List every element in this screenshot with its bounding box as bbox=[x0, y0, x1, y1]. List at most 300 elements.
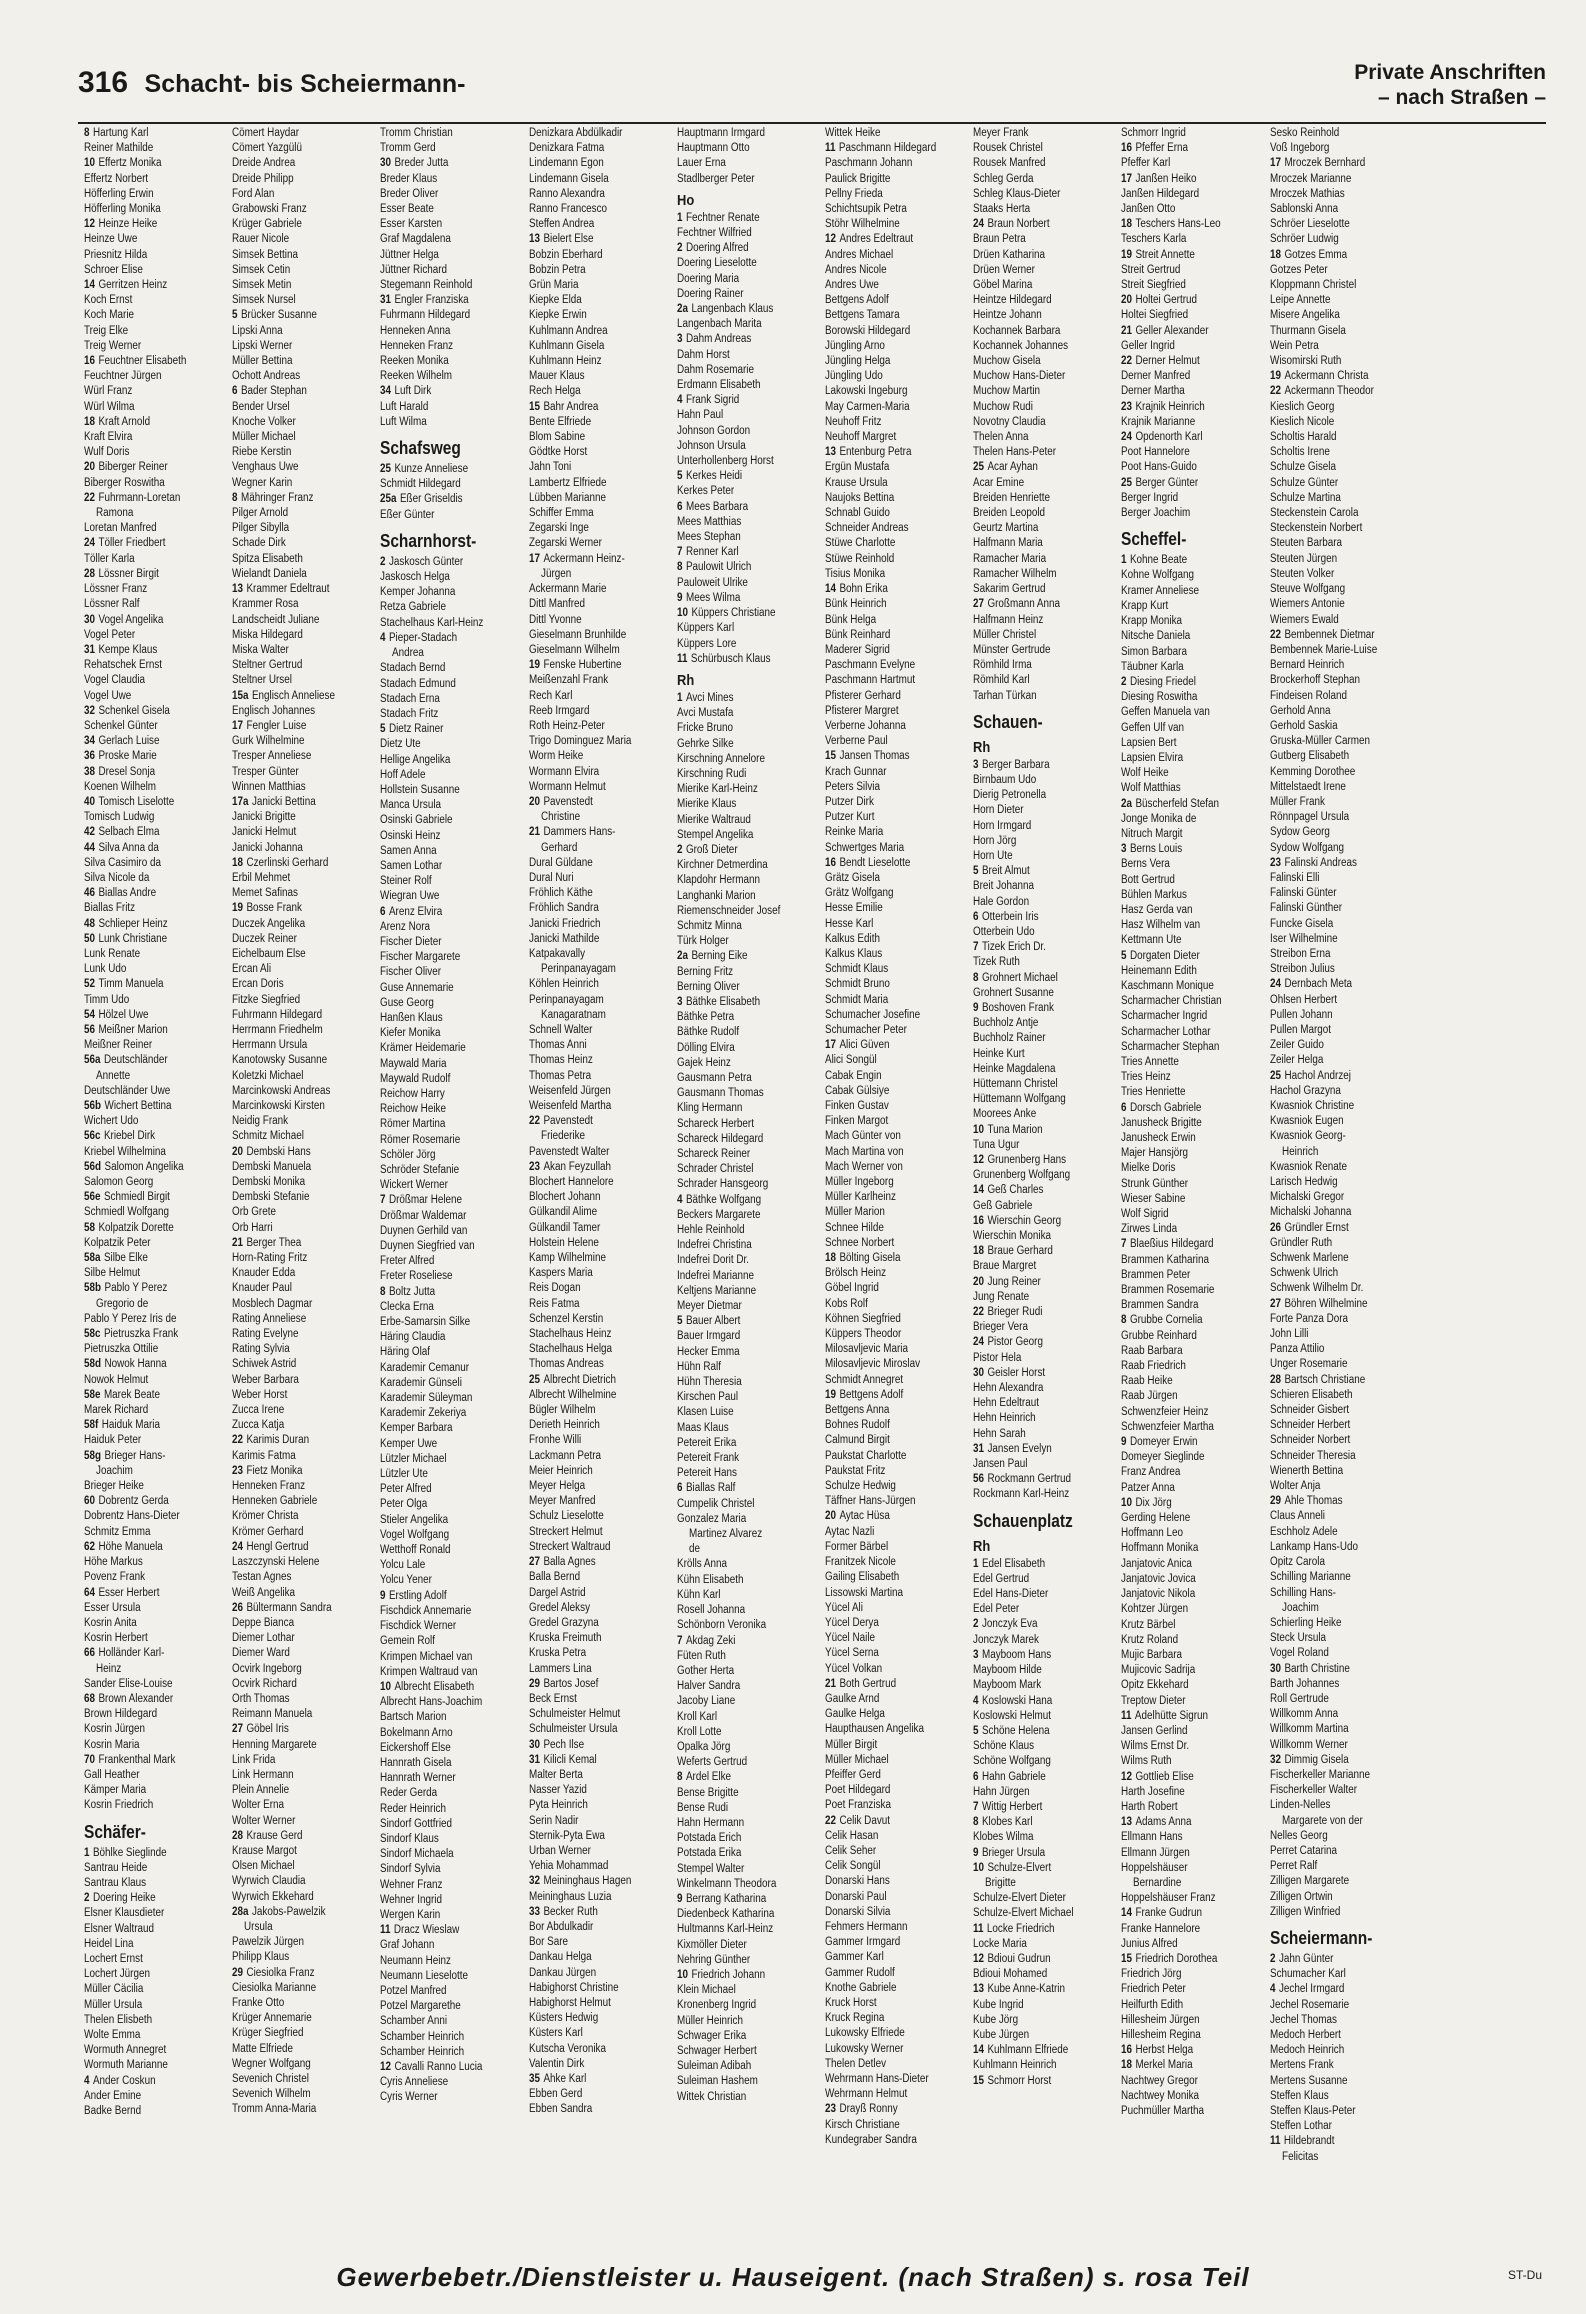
resident-entry bbox=[825, 263, 967, 278]
resident-name: Schmiedl Birgit bbox=[103, 1191, 170, 1204]
resident-entry bbox=[973, 1587, 1115, 1602]
resident-entry bbox=[84, 2013, 226, 2028]
resident-entry bbox=[1270, 141, 1412, 156]
resident-entry bbox=[973, 141, 1115, 156]
resident-name: Fischerkeller Marianne bbox=[1269, 1768, 1370, 1781]
resident-name: Duynen Siegfried van bbox=[380, 1240, 475, 1253]
resident-name: Schrader Hansgeorg bbox=[676, 1178, 769, 1191]
resident-name: Kerkes Heidi bbox=[685, 470, 742, 483]
resident-entry bbox=[232, 1084, 374, 1099]
resident-name: Wittig Herbert bbox=[982, 1800, 1043, 1813]
resident-name: Pyta Heinrich bbox=[528, 1799, 588, 1812]
resident-entry bbox=[529, 582, 671, 597]
resident-name: Donarski Paul bbox=[824, 1890, 887, 1903]
resident-entry bbox=[825, 1281, 967, 1296]
resident-entry bbox=[232, 1890, 374, 1905]
resident-entry bbox=[529, 1190, 671, 1205]
resident-name: Würl Wilma bbox=[84, 400, 135, 413]
resident-entry bbox=[825, 384, 967, 399]
resident-entry bbox=[84, 1297, 226, 1312]
resident-name: Münster Gertrude bbox=[973, 643, 1051, 656]
resident-name: Tuna Marion bbox=[987, 1123, 1043, 1136]
house-number: 6 bbox=[1121, 1101, 1127, 1114]
resident-name: Kobs Rolf bbox=[824, 1297, 868, 1310]
resident-name: Täubner Karla bbox=[1121, 660, 1185, 673]
resident-entry bbox=[1121, 2013, 1263, 2028]
resident-name: Schroer Elise bbox=[84, 263, 143, 276]
resident-name: Domeyer Sieglinde bbox=[1121, 1451, 1205, 1464]
resident-name: Patzer Anna bbox=[1121, 1481, 1176, 1494]
resident-name: Lunk Udo bbox=[84, 963, 127, 976]
resident-entry bbox=[232, 1433, 374, 1448]
resident-name: Treig Werner bbox=[84, 339, 142, 352]
resident-name: Zeiler Guido bbox=[1269, 1039, 1324, 1052]
resident-entry bbox=[1270, 1023, 1412, 1038]
resident-entry bbox=[1121, 156, 1263, 171]
resident-name: Gurk Wilhelmine bbox=[232, 735, 305, 748]
resident-entry bbox=[825, 476, 967, 491]
resident-entry bbox=[529, 1646, 671, 1661]
house-number: 15 bbox=[528, 400, 540, 413]
resident-entry bbox=[1270, 689, 1412, 704]
resident-entry bbox=[84, 278, 226, 293]
resident-entry bbox=[380, 1817, 522, 1832]
house-number: 2 bbox=[84, 1892, 90, 1905]
resident-entry bbox=[825, 765, 967, 780]
resident-name: Heinze Uwe bbox=[84, 233, 138, 246]
resident-name: Kalkus Klaus bbox=[824, 947, 883, 960]
resident-entry bbox=[232, 932, 374, 947]
resident-name: Geller Ingrid bbox=[1121, 339, 1176, 352]
resident-entry bbox=[232, 552, 374, 567]
resident-entry bbox=[84, 1876, 226, 1891]
resident-entry bbox=[825, 2057, 967, 2072]
resident-entry bbox=[529, 1859, 671, 1874]
resident-entry bbox=[1270, 1722, 1412, 1737]
resident-entry bbox=[232, 2026, 374, 2041]
resident-name: Fehmers Hermann bbox=[824, 1920, 908, 1933]
resident-entry bbox=[825, 278, 967, 293]
house-number: 52 bbox=[84, 978, 96, 991]
resident-name: Tisius Monika bbox=[824, 567, 886, 580]
resident-name: Ramona bbox=[96, 507, 134, 520]
resident-entry bbox=[380, 1163, 522, 1178]
resident-name: Dreide Philipp bbox=[232, 172, 294, 185]
resident-name: Füten Ruth bbox=[676, 1649, 726, 1662]
resident-entry bbox=[677, 1132, 819, 1147]
resident-name: Raab Jürgen bbox=[1121, 1390, 1179, 1403]
resident-entry bbox=[84, 901, 226, 916]
resident-name: Cabak Engin bbox=[824, 1069, 882, 1082]
resident-entry bbox=[677, 1162, 819, 1177]
house-number: 6 bbox=[973, 910, 979, 923]
resident-entry bbox=[84, 263, 226, 278]
resident-entry bbox=[825, 308, 967, 323]
house-number: 23 bbox=[1121, 400, 1133, 413]
resident-entry bbox=[380, 813, 522, 828]
resident-entry bbox=[973, 1906, 1115, 1921]
resident-entry bbox=[232, 1631, 374, 1646]
resident-name: Stadach Edmund bbox=[380, 677, 457, 690]
resident-name: Brieger Heike bbox=[84, 1480, 144, 1493]
resident-name: Wilms Ernst Dr. bbox=[1121, 1740, 1190, 1753]
resident-name: Hildebrandt bbox=[1283, 2135, 1335, 2148]
house-number: 10 bbox=[84, 157, 96, 170]
resident-entry bbox=[1121, 1830, 1263, 1845]
resident-name: Tarhan Türkan bbox=[973, 689, 1037, 702]
resident-name: Winnen Matthias bbox=[232, 780, 306, 793]
resident-entry bbox=[1121, 278, 1263, 293]
house-number: 17 bbox=[528, 552, 540, 565]
resident-entry bbox=[84, 765, 226, 780]
resident-name: Feuchtner Jürgen bbox=[84, 370, 162, 383]
resident-entry bbox=[232, 1950, 374, 1965]
house-number: 4 bbox=[380, 631, 386, 644]
resident-name: Cavalli Ranno Lucia bbox=[394, 2060, 483, 2073]
resident-entry bbox=[232, 795, 374, 810]
resident-name: Thomas Heinz bbox=[528, 1054, 593, 1067]
resident-entry bbox=[380, 1680, 522, 1695]
resident-name: Dobrentz Gerda bbox=[98, 1495, 169, 1508]
resident-name: Poet Franziska bbox=[824, 1799, 891, 1812]
resident-name: Yücel Derya bbox=[824, 1616, 879, 1629]
resident-name: Lukowsky Elfriede bbox=[824, 2027, 905, 2040]
resident-name: Geß Charles bbox=[987, 1184, 1044, 1197]
resident-name: Grunenberg Hans bbox=[987, 1154, 1067, 1166]
resident-entry bbox=[677, 1299, 819, 1314]
resident-entry bbox=[1121, 308, 1263, 323]
house-number: 3 bbox=[973, 1648, 979, 1661]
resident-name: Grabowski Franz bbox=[232, 203, 307, 216]
resident-entry bbox=[529, 232, 671, 247]
resident-entry bbox=[529, 1738, 671, 1753]
resident-entry bbox=[1270, 704, 1412, 719]
resident-name: Kanotowsky Susanne bbox=[232, 1054, 328, 1067]
resident-entry bbox=[973, 126, 1115, 141]
house-number: 9 bbox=[676, 1892, 683, 1905]
resident-name: Priesnitz Hilda bbox=[84, 248, 148, 261]
resident-name: Zilligen Margarete bbox=[1269, 1875, 1349, 1888]
resident-entry bbox=[825, 248, 967, 263]
resident-entry bbox=[380, 920, 522, 935]
resident-name: Deppe Bianca bbox=[232, 1616, 295, 1629]
resident-entry bbox=[84, 1342, 226, 1357]
resident-entry bbox=[677, 156, 819, 171]
resident-entry bbox=[84, 445, 226, 460]
resident-entry bbox=[529, 1966, 671, 1981]
resident-name: Orb Grete bbox=[232, 1206, 277, 1219]
house-number: 58f bbox=[84, 1419, 99, 1432]
resident-name: Kube Ingrid bbox=[973, 1998, 1024, 2011]
house-number: 22 bbox=[1121, 355, 1133, 368]
resident-name: Wehrmann Hans-Dieter bbox=[824, 2073, 929, 2085]
resident-name: Lammers Lina bbox=[528, 1662, 592, 1675]
house-number: 12 bbox=[824, 233, 836, 246]
resident-name: Lössner Ralf bbox=[84, 598, 140, 611]
resident-name: Esser Ursula bbox=[84, 1601, 141, 1614]
resident-name: Braue Margret bbox=[973, 1260, 1037, 1273]
resident-entry bbox=[677, 752, 819, 767]
resident-name: Kruska Freimuth bbox=[528, 1632, 602, 1645]
resident-name: Suleiman Adibah bbox=[676, 2060, 752, 2073]
resident-name: Dorgaten Dieter bbox=[1130, 949, 1201, 962]
resident-entry bbox=[973, 1320, 1115, 1335]
resident-name: Tries Annette bbox=[1121, 1055, 1180, 1068]
resident-entry bbox=[973, 384, 1115, 399]
resident-name: Wiegran Uwe bbox=[380, 890, 440, 903]
resident-entry bbox=[1121, 1329, 1263, 1344]
resident-name: Ohlsen Herbert bbox=[1269, 993, 1337, 1006]
resident-name: Link Frida bbox=[232, 1753, 276, 1766]
resident-name: Simsek Cetin bbox=[232, 263, 291, 276]
resident-name: Locke Maria bbox=[973, 1937, 1028, 1950]
resident-entry bbox=[1270, 993, 1412, 1008]
resident-name: Kwasniok Eugen bbox=[1269, 1115, 1344, 1128]
resident-entry bbox=[232, 1312, 374, 1327]
resident-entry bbox=[677, 1816, 819, 1831]
resident-entry bbox=[380, 1969, 522, 1984]
resident-entry bbox=[1121, 1922, 1263, 1937]
resident-entry bbox=[825, 2118, 967, 2133]
resident-name: Mroczek Mathias bbox=[1269, 187, 1345, 200]
resident-name: Bor Abdulkadir bbox=[528, 1920, 593, 1933]
resident-name: Akan Feyzullah bbox=[543, 1160, 611, 1173]
resident-name: Thomas Anni bbox=[528, 1039, 587, 1052]
house-number: 25 bbox=[528, 1373, 540, 1386]
resident-name: Breit Almut bbox=[982, 865, 1030, 878]
resident-name: Kuhlmann Elfriede bbox=[987, 2044, 1069, 2057]
house-number: 2 bbox=[973, 1618, 979, 1631]
resident-entry bbox=[380, 1543, 522, 1558]
house-number: 38 bbox=[84, 765, 96, 778]
resident-entry bbox=[380, 935, 522, 950]
resident-entry bbox=[973, 1168, 1115, 1183]
directory-column bbox=[825, 126, 967, 2259]
resident-name: de bbox=[688, 1543, 700, 1556]
resident-entry bbox=[677, 348, 819, 363]
resident-entry bbox=[1121, 1253, 1263, 1268]
resident-name: Jechel Thomas bbox=[1269, 2013, 1337, 2026]
resident-entry bbox=[232, 597, 374, 612]
district-heading: Rh bbox=[676, 671, 694, 689]
resident-entry bbox=[380, 1285, 522, 1300]
house-number: 20 bbox=[973, 1275, 985, 1288]
resident-entry bbox=[1270, 2013, 1412, 2028]
resident-name: Schöne Helena bbox=[982, 1724, 1050, 1737]
resident-name: Knauder Edda bbox=[232, 1267, 296, 1280]
resident-name: Janjatovic Anica bbox=[1121, 1557, 1193, 1570]
resident-name: Sindorf Gottfried bbox=[380, 1817, 453, 1830]
house-number: 5 bbox=[973, 865, 979, 878]
resident-name: Schneider Norbert bbox=[1269, 1434, 1350, 1447]
resident-name: Steuve Wolfgang bbox=[1269, 583, 1345, 596]
resident-entry bbox=[232, 2087, 374, 2102]
resident-entry bbox=[232, 1966, 374, 1981]
resident-entry bbox=[529, 2057, 671, 2072]
resident-entry bbox=[84, 582, 226, 597]
resident-entry bbox=[1121, 384, 1263, 399]
resident-entry bbox=[232, 1753, 374, 1768]
resident-name: Schulz Lieselotte bbox=[528, 1510, 604, 1523]
resident-entry bbox=[1121, 1131, 1263, 1146]
house-number: 4 bbox=[973, 1694, 979, 1707]
resident-entry bbox=[232, 506, 374, 521]
resident-name: Klobes Karl bbox=[982, 1816, 1033, 1829]
resident-name: Halfmann Maria bbox=[973, 537, 1043, 550]
resident-name: Unterhollenberg Horst bbox=[676, 455, 774, 468]
resident-name: Christine bbox=[540, 811, 580, 824]
resident-entry bbox=[1121, 2028, 1263, 2043]
resident-entry bbox=[529, 993, 671, 1008]
house-number: 9 bbox=[380, 1589, 386, 1602]
resident-name: Sindorf Sylvia bbox=[380, 1863, 441, 1876]
resident-name: Spitza Elisabeth bbox=[232, 552, 304, 565]
resident-entry bbox=[677, 1983, 819, 1998]
resident-entry bbox=[1270, 1798, 1412, 1813]
resident-name: Geffen Manuela van bbox=[1121, 706, 1211, 719]
house-number: 14 bbox=[84, 279, 96, 292]
resident-entry bbox=[529, 825, 671, 840]
resident-name: John Lilli bbox=[1269, 1328, 1309, 1341]
resident-entry bbox=[1270, 1814, 1412, 1829]
resident-entry bbox=[529, 1509, 671, 1524]
resident-entry bbox=[380, 1786, 522, 1801]
resident-entry bbox=[973, 1244, 1115, 1259]
resident-entry bbox=[677, 226, 819, 241]
resident-name: Vogel Wolfgang bbox=[380, 1528, 450, 1541]
resident-name: Stegemann Reinhold bbox=[380, 279, 473, 292]
resident-entry bbox=[380, 2090, 522, 2105]
resident-name: Bäthke Elisabeth bbox=[685, 995, 760, 1008]
resident-name: Rehatschek Ernst bbox=[84, 659, 163, 672]
house-number: 17 bbox=[824, 1039, 836, 1052]
house-number: 5 bbox=[676, 470, 683, 483]
resident-name: Meyer Manfred bbox=[528, 1495, 596, 1508]
resident-entry bbox=[1121, 614, 1263, 629]
resident-name: Bobzin Eberhard bbox=[528, 248, 603, 261]
resident-name: Mees Matthias bbox=[676, 515, 742, 528]
resident-entry bbox=[84, 552, 226, 567]
resident-entry bbox=[677, 241, 819, 256]
house-number: 13 bbox=[973, 1983, 985, 1996]
resident-entry bbox=[1121, 430, 1263, 445]
house-number: 56b bbox=[84, 1100, 102, 1112]
resident-entry bbox=[677, 1664, 819, 1679]
resident-name: Steckenstein Carola bbox=[1269, 507, 1359, 520]
resident-name: Bader Stephan bbox=[241, 385, 308, 398]
resident-entry bbox=[973, 955, 1115, 970]
house-number: 23 bbox=[528, 1160, 540, 1173]
house-number: 28 bbox=[84, 567, 96, 580]
resident-name: Celik Songül bbox=[824, 1860, 881, 1873]
resident-entry bbox=[825, 354, 967, 369]
resident-entry bbox=[529, 1890, 671, 1905]
resident-name: Wormuth Marianne bbox=[84, 2059, 168, 2072]
resident-name: Schneider Andreas bbox=[824, 522, 909, 535]
resident-name: Wieser Sabine bbox=[1121, 1192, 1186, 1205]
resident-entry bbox=[84, 749, 226, 764]
resident-name: Klapdohr Hermann bbox=[676, 874, 760, 887]
resident-name: Balla Agnes bbox=[543, 1556, 596, 1569]
resident-entry bbox=[973, 628, 1115, 643]
resident-name: Lankamp Hans-Udo bbox=[1269, 1540, 1358, 1553]
resident-name: Wehrmann Helmut bbox=[824, 2088, 908, 2101]
resident-entry bbox=[529, 1768, 671, 1783]
resident-name: Schmitz Emma bbox=[84, 1525, 151, 1538]
resident-name: Gerhold Anna bbox=[1269, 704, 1331, 717]
resident-entry bbox=[973, 1381, 1115, 1396]
resident-name: Steckenstein Norbert bbox=[1269, 522, 1362, 535]
resident-name: Hahn Gabriele bbox=[982, 1770, 1046, 1783]
resident-name: Roll Gertrude bbox=[1269, 1692, 1329, 1705]
resident-name: Kramer Anneliese bbox=[1121, 584, 1200, 597]
resident-name: Maderer Sigrid bbox=[824, 643, 890, 656]
resident-name: Pullen Margot bbox=[1269, 1023, 1331, 1036]
resident-entry bbox=[232, 400, 374, 415]
resident-name: Schwenk Marlene bbox=[1269, 1252, 1349, 1265]
resident-entry bbox=[1270, 248, 1412, 263]
resident-name: Nowok Helmut bbox=[84, 1373, 149, 1386]
resident-name: Cabak Gülsiye bbox=[824, 1084, 890, 1097]
resident-entry bbox=[84, 1266, 226, 1281]
house-number: 15 bbox=[973, 2074, 985, 2087]
resident-name: Streibon Julius bbox=[1269, 963, 1335, 976]
resident-name: Bäthke Rudolf bbox=[676, 1026, 739, 1039]
house-number: 6 bbox=[232, 385, 238, 398]
resident-name: Gründler Ernst bbox=[1284, 1221, 1349, 1234]
resident-name: Steltner Gertrud bbox=[232, 659, 303, 672]
resident-entry bbox=[677, 302, 819, 317]
resident-entry bbox=[1270, 1525, 1412, 1540]
resident-entry bbox=[973, 971, 1115, 986]
resident-name: Lunk Renate bbox=[84, 947, 141, 960]
resident-name: Tromm Christian bbox=[380, 127, 454, 139]
resident-name: Jansen Thomas bbox=[839, 750, 910, 763]
resident-entry bbox=[84, 977, 226, 992]
resident-name: Denizkara Abdülkadir bbox=[528, 127, 623, 139]
resident-entry bbox=[973, 1123, 1115, 1138]
resident-entry bbox=[529, 506, 671, 521]
resident-name: Schmorr Horst bbox=[987, 2074, 1052, 2087]
header-rule bbox=[78, 122, 1546, 124]
resident-name: Thelen Elisbeth bbox=[84, 2013, 153, 2026]
resident-name: Erbil Mehmet bbox=[232, 871, 291, 884]
resident-name: Stachelhaus Helga bbox=[528, 1343, 612, 1356]
resident-name: Yücel Ali bbox=[824, 1601, 863, 1614]
resident-entry bbox=[825, 1494, 967, 1509]
resident-name: Locke Friedrich bbox=[987, 1922, 1055, 1935]
resident-name: Kraft Elvira bbox=[84, 431, 133, 444]
district-heading: Rh bbox=[973, 738, 991, 756]
house-number: 58g bbox=[84, 1449, 102, 1462]
resident-name: Hehn Edeltraut bbox=[973, 1397, 1040, 1410]
resident-entry bbox=[1270, 780, 1412, 795]
resident-entry bbox=[232, 1069, 374, 1084]
resident-name: Testan Agnes bbox=[232, 1571, 292, 1584]
resident-entry bbox=[1121, 1739, 1263, 1754]
resident-entry bbox=[380, 324, 522, 339]
resident-entry bbox=[84, 628, 226, 643]
resident-name: Hultmanns Karl-Heinz bbox=[676, 1923, 773, 1936]
resident-entry bbox=[232, 1905, 374, 1920]
resident-entry bbox=[825, 1342, 967, 1357]
resident-entry bbox=[973, 1663, 1115, 1678]
resident-name: Peter Alfred bbox=[380, 1483, 433, 1496]
resident-name: Finken Margot bbox=[824, 1115, 889, 1128]
resident-name: Kuhlmann Andrea bbox=[528, 324, 608, 337]
resident-name: Link Hermann bbox=[232, 1768, 294, 1781]
resident-name: Müller Christel bbox=[973, 628, 1037, 641]
